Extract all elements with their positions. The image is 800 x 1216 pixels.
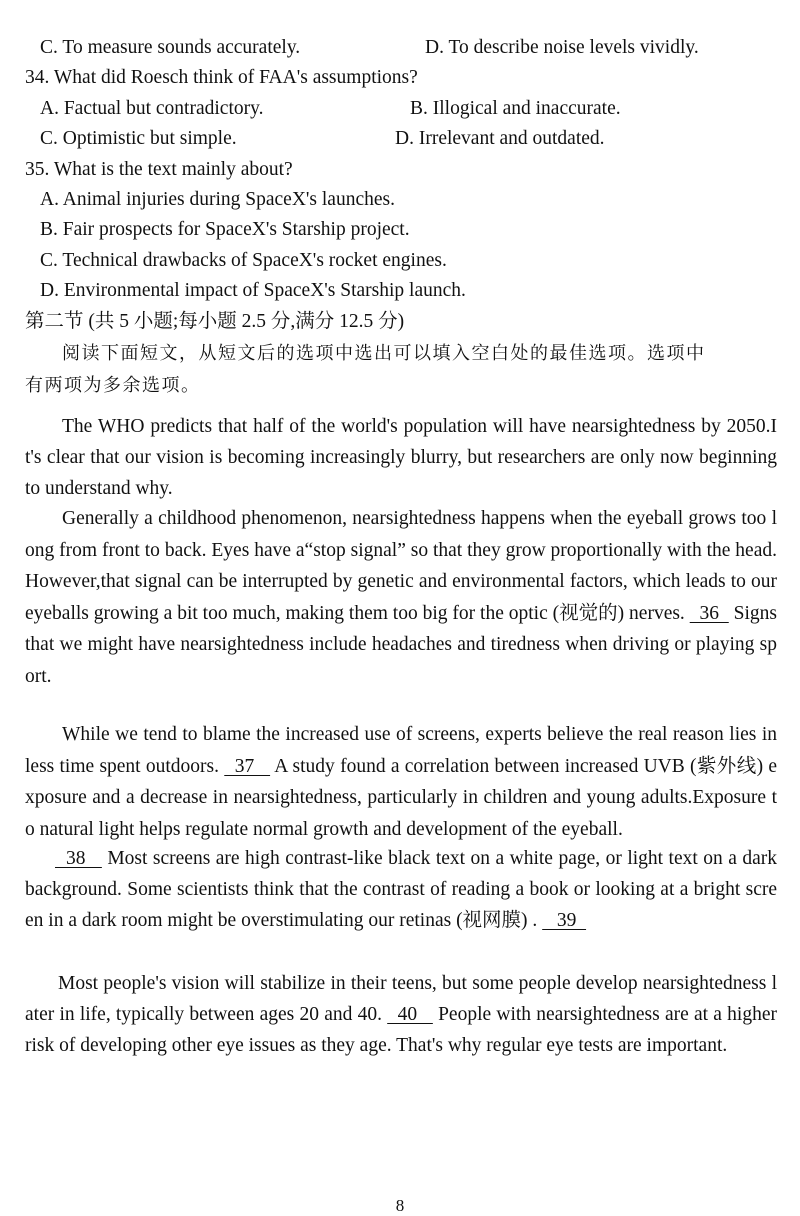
q33-option-d: D. To describe noise levels vividly.	[425, 37, 699, 58]
paragraph-3-text-a: While we tend to blame the increased use of screens, experts believe the real reason lies in less time spent outdoors.	[25, 724, 777, 777]
q35-option-b: B. Fair prospects for SpaceX's Starship project.	[40, 219, 410, 240]
section-instruction-line2: 有两项为多余选项。	[25, 375, 201, 396]
passage-paragraph-4	[25, 843, 777, 936]
paragraph-2-text-b: Signs that we might have nearsightedness include headaches and tiredness when driving or playing sport.	[25, 602, 777, 687]
q35-option-c: C. Technical drawbacks of SpaceX's rocket engines.	[40, 250, 447, 271]
passage-paragraph-3	[25, 719, 777, 845]
q35-option-d: D. Environmental impact of SpaceX's Starship launch.	[40, 280, 466, 301]
blank-36: 36	[689, 602, 729, 624]
blank-40: 40	[387, 1004, 433, 1025]
paragraph-2-text-a: Generally a childhood phenomenon, nearsightedness happens when the eyeball grows too long from front to back. Eyes have a“stop signal” so that they grow proportionally with the head. However,that signal can be interrupted by genetic and environmental factors, which leads to our eyeballs growing a bit too much, making them too big for the optic (视觉的) nerves.	[25, 508, 777, 624]
paragraph-3-text-b: A study found a correlation between increased UVB (紫外线) exposure and a decrease in nearsightedness, particularly in children and young adults.Exposure to natural light helps regulate normal growth and development of the eyeball.	[25, 755, 777, 840]
q34-option-a: A. Factual but contradictory.	[40, 98, 264, 119]
paragraph-4-text: Most screens are high contrast-like black text on a white page, or light text on a dark background. Some scientists think that the contrast of reading a book or looking at a bright screen in a dark room might be overstimulating our retinas (视网膜) .	[25, 848, 778, 931]
q34-option-b: B. Illogical and inaccurate.	[410, 98, 621, 119]
blank-38: 38	[55, 848, 102, 869]
q33-option-c: C. To measure sounds accurately.	[40, 37, 301, 58]
q34-question: 34. What did Roesch think of FAA's assumptions?	[25, 67, 418, 88]
blank-39: 39	[542, 910, 587, 931]
paragraph-5-text-a: Most people's vision will stabilize in their teens, but some people develop nearsightedness later in life, typically between ages 20 and 40.	[25, 973, 777, 1025]
paragraph-1-text: The WHO predicts that half of the world's population will have nearsightedness by 2050.It's clear that our vision is becoming increasingly blurry, but researchers are only now beginning to understand why.	[25, 416, 777, 499]
blank-37: 37	[224, 755, 271, 777]
passage-paragraph-5	[25, 968, 777, 1061]
q34-option-d: D. Irrelevant and outdated.	[395, 128, 605, 149]
q35-option-a: A. Animal injuries during SpaceX's launches.	[40, 189, 395, 210]
section-instruction-line1: 阅读下面短文，从短文后的选项中选出可以填入空白处的最佳选项。选项中	[62, 343, 706, 364]
q35-question: 35. What is the text mainly about?	[25, 159, 293, 180]
passage-paragraph-2	[25, 503, 777, 692]
paragraph-5-text-b: People with nearsightedness are at a higher risk of developing other eye issues as they age. That's why regular eye tests are important.	[25, 1004, 778, 1056]
passage-paragraph-1	[25, 411, 777, 504]
q34-option-c: C. Optimistic but simple.	[40, 128, 237, 149]
page-number: 8	[395, 1196, 405, 1215]
section-heading: 第二节 (共 5 小题;每小题 2.5 分,满分 12.5 分)	[25, 311, 405, 332]
